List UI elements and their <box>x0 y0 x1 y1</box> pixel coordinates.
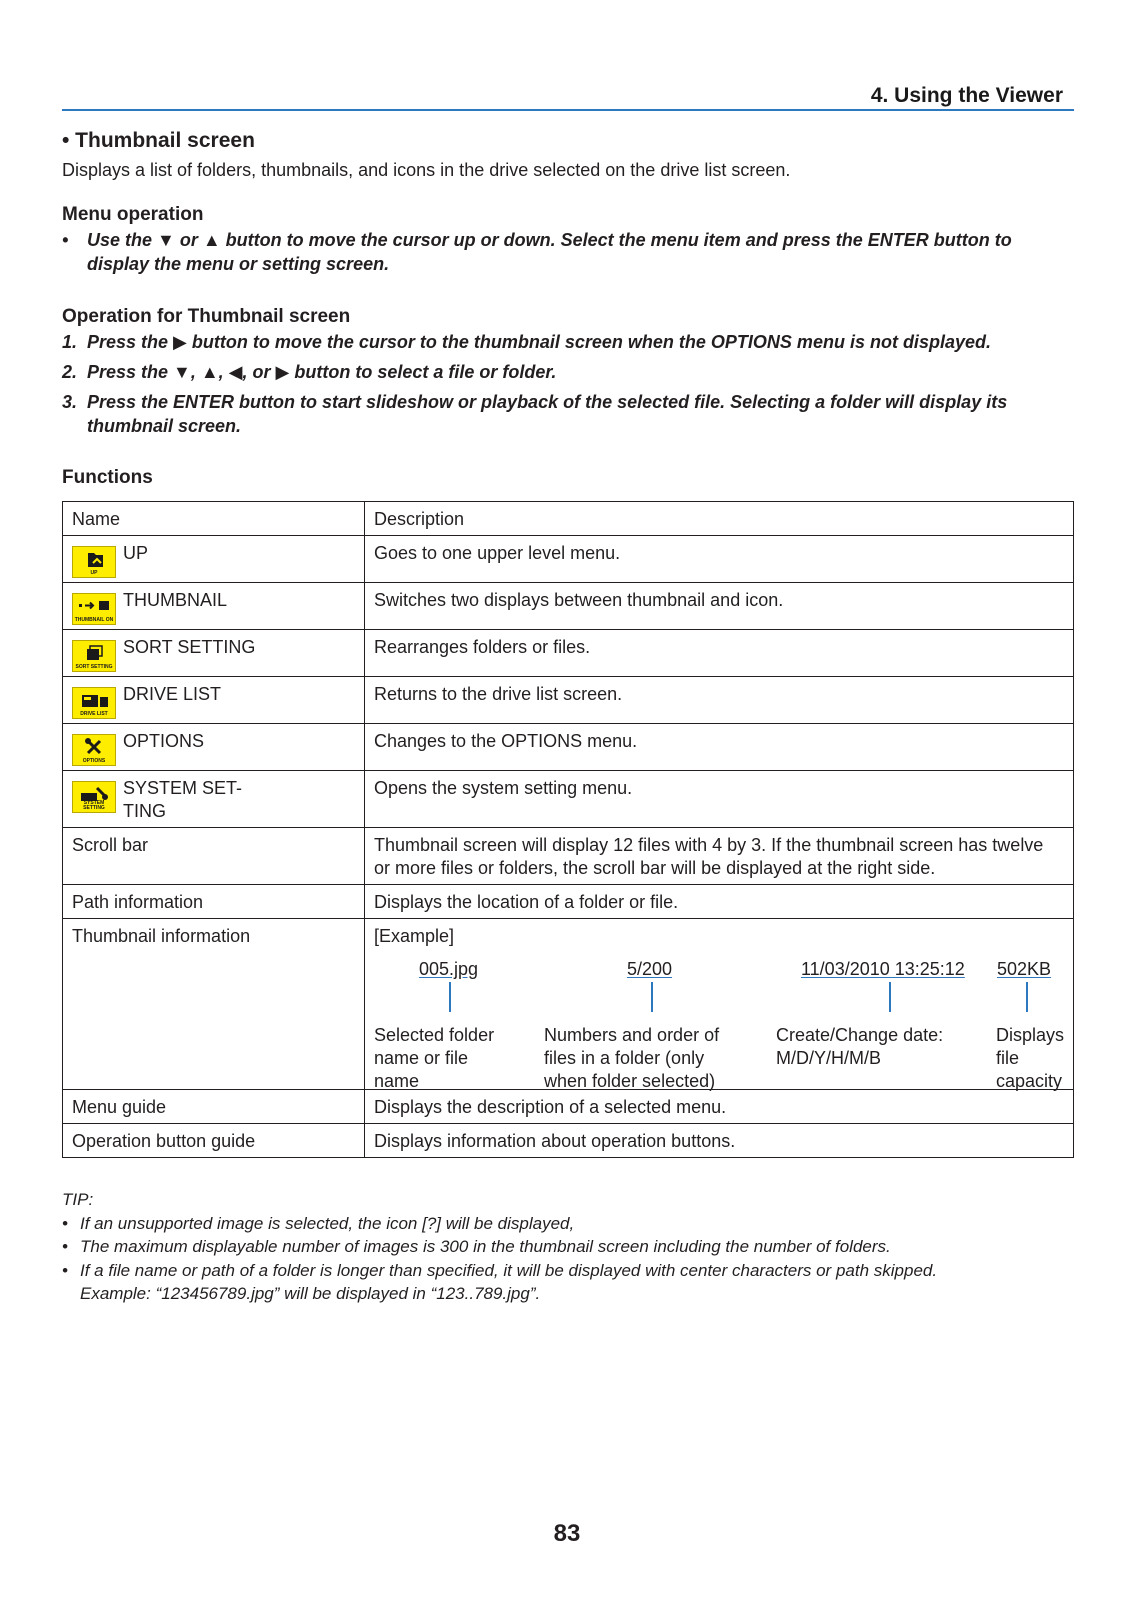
function-name: Menu guide <box>63 1090 365 1124</box>
function-name: Thumbnail information <box>63 919 365 1090</box>
table-row <box>63 630 1074 677</box>
table-row <box>63 885 1074 919</box>
functions-heading: Functions <box>62 467 153 488</box>
callout-line <box>889 982 891 1012</box>
function-name-cell <box>63 583 365 630</box>
sort-setting-icon <box>72 640 116 672</box>
callout-line <box>449 982 451 1012</box>
up-folder-icon <box>72 546 116 578</box>
header-divider <box>62 109 1074 111</box>
tip-item <box>62 1235 1074 1259</box>
icon-caption: UP <box>90 570 98 576</box>
system-setting-icon <box>72 781 116 813</box>
function-name-cell <box>63 771 365 828</box>
function-description: Displays information about operation buttons. <box>365 1124 1074 1158</box>
function-name: SYSTEM SET- TING <box>123 778 243 821</box>
function-name: SORT SETTING <box>123 637 256 657</box>
step-text: Press the ▶ button to move the cursor to the thumbnail screen when the OPTIONS menu is not displayed. <box>87 332 991 352</box>
step-number: 2. <box>62 362 78 382</box>
step-number: 1. <box>62 332 78 352</box>
function-description: Thumbnail screen will display 12 files with 4 by 3. If the thumbnail screen has twelve or more files or folders, the scroll bar will be displayed at the right side. <box>365 828 1074 885</box>
column-header-name: Name <box>63 502 365 536</box>
function-description: Returns to the drive list screen. <box>365 677 1074 724</box>
thumbnail-toggle-icon <box>72 593 116 625</box>
function-name-cell <box>63 536 365 583</box>
step-text: Press the ▼, ▲, ◀, or ▶ button to select a file or folder. <box>87 362 557 382</box>
function-name-cell <box>63 677 365 724</box>
tip-label: TIP: <box>62 1190 94 1209</box>
function-description: Displays the description of a selected menu. <box>365 1090 1074 1124</box>
callout-description: Displays file capacity <box>996 1025 1065 1091</box>
tip-example <box>62 1282 1074 1306</box>
example-filesize: 502KB <box>997 959 1052 979</box>
page-number: 83 <box>553 1520 581 1547</box>
bullet-mark: • <box>62 230 69 250</box>
function-name: Path information <box>63 885 365 919</box>
menu-operation-bullet <box>62 228 1074 276</box>
example-date: 11/03/2010 13:25:12 <box>801 959 965 979</box>
function-description: Goes to one upper level menu. <box>365 536 1074 583</box>
function-name: OPTIONS <box>123 731 205 751</box>
example-file-count: 5/200 <box>627 959 673 979</box>
operation-step <box>62 390 1074 438</box>
function-description: Rearranges folders or files. <box>365 630 1074 677</box>
table-row <box>63 919 1074 1090</box>
thumbnail-info-example <box>374 925 1065 1091</box>
operation-step <box>62 360 1074 384</box>
function-name: DRIVE LIST <box>123 684 222 704</box>
table-header-row <box>63 502 1074 536</box>
function-name: UP <box>123 543 149 563</box>
callout-line <box>651 982 653 1012</box>
thumbnail-info-example-cell <box>365 919 1074 1090</box>
tip-text: If a file name or path of a folder is longer than specified, it will be displayed with center characters or path skipped. <box>80 1260 938 1280</box>
icon-caption: THUMBNAIL ON <box>74 617 114 623</box>
tip-example-text: Example: “123456789.jpg” will be displayed in “123..789.jpg”. <box>80 1284 541 1303</box>
function-description: Switches two displays between thumbnail and icon. <box>365 583 1074 630</box>
icon-caption: DRIVE LIST <box>80 711 108 717</box>
table-row <box>63 828 1074 885</box>
column-header-description: Description <box>365 502 1074 536</box>
callout-line <box>1026 982 1028 1012</box>
operation-heading: Operation for Thumbnail screen <box>62 306 351 327</box>
tip-text: If an unsupported image is selected, the icon [?] will be displayed, <box>80 1213 575 1233</box>
table-row <box>63 771 1074 828</box>
tip-block <box>62 1188 1074 1306</box>
function-description: Opens the system setting menu. <box>365 771 1074 828</box>
example-filename: 005.jpg <box>419 959 479 979</box>
bullet-mark: • <box>62 1213 68 1233</box>
icon-caption: SYSTEM SETTING <box>83 800 105 811</box>
function-name-cell <box>63 630 365 677</box>
callout-description: Create/Change date: M/D/Y/H/M/B <box>776 1025 944 1068</box>
example-label: [Example] <box>374 926 455 946</box>
function-name-cell <box>63 724 365 771</box>
table-row <box>63 1124 1074 1158</box>
icon-caption: OPTIONS <box>82 758 106 764</box>
step-text: Press the ENTER button to start slideshow or playback of the selected file. Selecting a folder will display its thumbnail screen. <box>87 392 1008 436</box>
section-title: • Thumbnail screen <box>62 129 255 152</box>
table-row <box>63 583 1074 630</box>
function-description: Displays the location of a folder or file. <box>365 885 1074 919</box>
tip-item <box>62 1212 1074 1236</box>
options-tools-icon <box>72 734 116 766</box>
icon-caption: SORT SETTING <box>75 664 113 670</box>
table-row <box>63 724 1074 771</box>
table-row <box>63 677 1074 724</box>
tip-text: The maximum displayable number of images is 300 in the thumbnail screen including the number of folders. <box>80 1237 891 1256</box>
callout-description: Numbers and order of files in a folder (only when folder selected) <box>544 1025 720 1091</box>
menu-operation-heading: Menu operation <box>62 204 204 225</box>
chapter-title: 4. Using the Viewer <box>870 84 1063 107</box>
table-row <box>63 536 1074 583</box>
bullet-mark: • <box>62 1260 68 1280</box>
step-number: 3. <box>62 392 78 412</box>
functions-table <box>62 501 1074 1158</box>
drive-list-icon <box>72 687 116 719</box>
function-name: THUMBNAIL <box>123 590 228 610</box>
function-description: Changes to the OPTIONS menu. <box>365 724 1074 771</box>
callout-description: Selected folder name or file name <box>374 1025 495 1091</box>
bullet-mark: • <box>62 1237 68 1256</box>
section-intro: Displays a list of folders, thumbnails, and icons in the drive selected on the drive list screen. <box>62 160 791 180</box>
function-name: Operation button guide <box>63 1124 365 1158</box>
operation-step <box>62 330 1074 354</box>
table-row <box>63 1090 1074 1124</box>
menu-operation-text: Use the ▼ or ▲ button to move the cursor up or down. Select the menu item and press the ENTER button to display the menu or setting screen. <box>87 230 1012 274</box>
function-name: Scroll bar <box>63 828 365 885</box>
tip-item <box>62 1259 1074 1283</box>
